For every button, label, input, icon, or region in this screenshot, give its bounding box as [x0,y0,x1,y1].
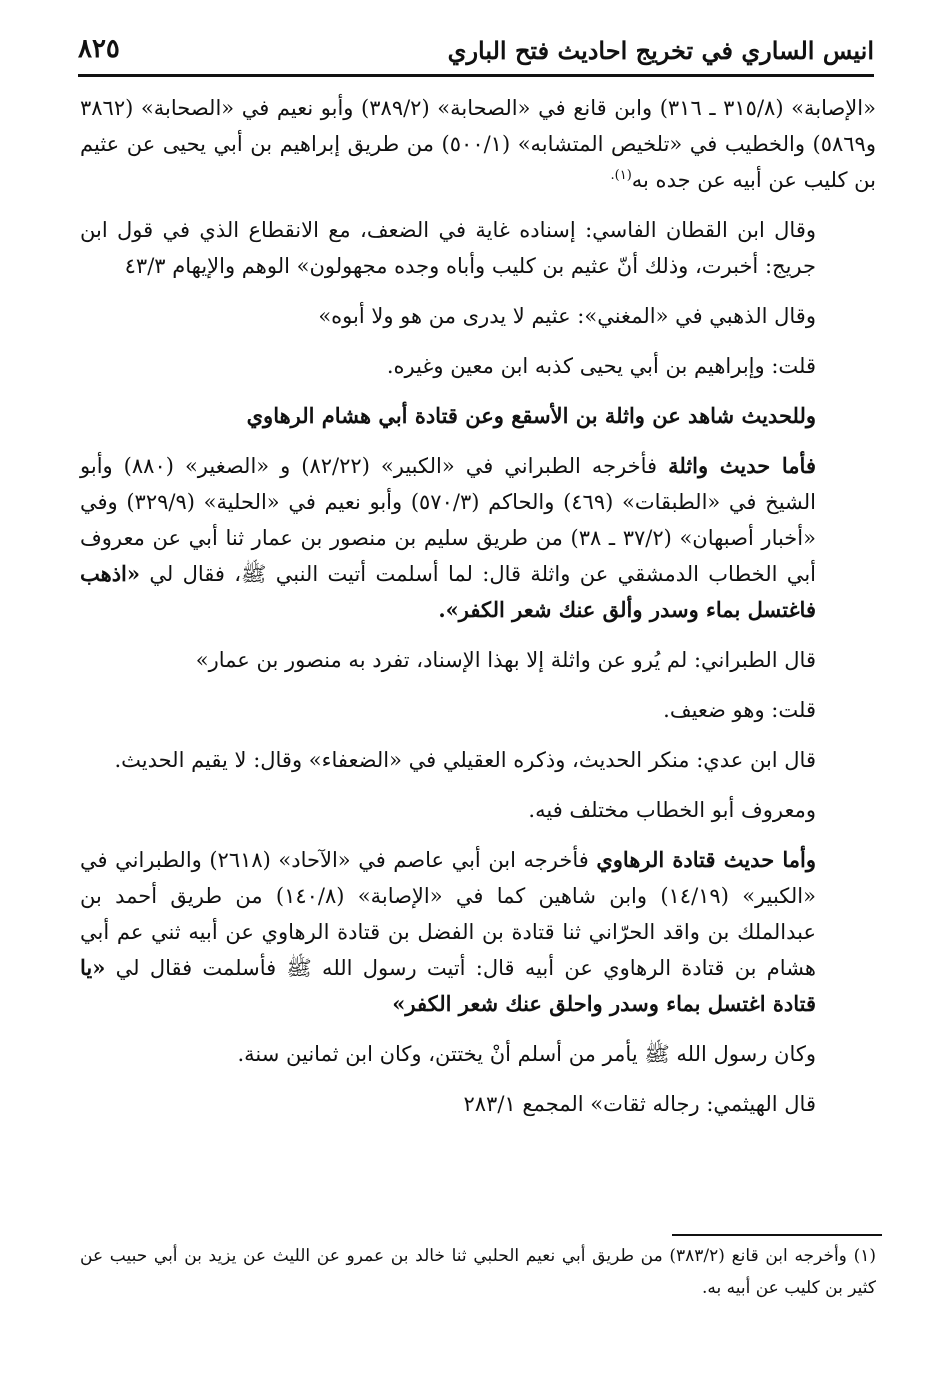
paragraph-text: «الإصابة» (٣١٥/٨ ـ ٣١٦) وابن قانع في «الصحابة» (٣٨٩/٢) وأبو نعيم في «الصحابة» (٣٨٦٢ و٥٨٦٩) والخطيب في «تلخيص المتشابه» (٥٠٠/١) من طريق إبراهيم بن أبي يحيى عن عثيم بن كليب عن أبيه عن جده به [80,96,876,192]
section-heading [80,398,876,434]
paragraph-note-weak [80,692,876,728]
heading-text: وللحديث شاهد عن واثلة بن الأسقع وعن قتادة أبي هشام الرهاوي [246,403,816,428]
paragraph-text: وقال الذهبي في «المغني»: عثيم لا يدرى من هو ولا أبوه» [318,304,816,328]
paragraph-text: وكان رسول الله ﷺ يأمر من أسلم أنْ يختتن، وكان ابن ثمانين سنة. [237,1042,816,1066]
header-rule [78,74,874,77]
paragraph-maruf [80,792,876,828]
paragraph-ibn-al-qattan [80,212,876,284]
footnote-separator [672,1234,882,1236]
running-header [78,30,874,74]
paragraph-dhahabi [80,298,876,334]
paragraph-circumcision [80,1036,876,1072]
paragraph-note-ibrahim [80,348,876,384]
header-title: انيس الساري في تخريج احاديث فتح الباري [447,36,874,65]
paragraph-text: ومعروف أبو الخطاب مختلف فيه. [528,798,816,822]
paragraph-ibn-adi [80,742,876,778]
paragraph-text: قال الطبراني: لم يُرو عن واثلة إلا بهذا الإسناد، تفرد به منصور بن عمار» [195,648,816,672]
paragraph-text: قال ابن عدي: منكر الحديث، وذكره العقيلي في «الضعفاء» وقال: لا يقيم الحديث. [114,748,816,772]
footnote-text: وأخرجه ابن قانع (٣٨٣/٢) من طريق أبي نعيم الحلبي ثنا خالد بن عمرو عن الليث عن يزيد بن أبي حبيب عن كثير بن كليب عن أبيه به. [80,1246,876,1298]
paragraph-sources [80,90,876,198]
footnote [80,1240,876,1304]
paragraph-haythami [80,1086,876,1122]
footnote-reference: (١). [610,168,632,183]
main-text [80,90,876,1136]
paragraph-text: قال الهيثمي: رجاله ثقات» المجمع ٢٨٣/١ [463,1092,816,1116]
paragraph-text: قلت: وهو ضعيف. [663,698,816,722]
paragraph-qatada [80,842,876,1022]
hadith-quote: «اذهب فاغتسل بماء وسدر وألق عنك شعر الكفر». [80,561,816,622]
paragraph-lead: وأما حديث قتادة الرهاوي [596,847,816,872]
page-number: ٨٢٥ [78,34,120,64]
paragraph-text: قلت: وإبراهيم بن أبي يحيى كذبه ابن معين وغيره. [386,354,816,378]
paragraph-text: وقال ابن القطان الفاسي: إسناده غاية في الضعف، مع الانقطاع الذي في قول ابن جريج: أخبرت، وذلك أنّ عثيم بن كليب وأباه وجده مجهولون» الوهم والإيهام ٤٣/٣ [80,218,816,278]
paragraph-lead: فأما حديث واثلة [668,453,816,478]
hadith-quote: «يا قتادة اغتسل بماء وسدر واحلق عنك شعر الكفر» [80,955,816,1016]
footnote-marker: (١) [853,1246,876,1266]
paragraph-text: فأخرجه ابن أبي عاصم في «الآحاد» (٢٦١٨) والطبراني في «الكبير» (١٤/١٩) وابن شاهين كما في «الإصابة» (١٤٠/٨) من طريق أحمد بن عبدالملك بن واقد الحرّاني ثنا قتادة بن الفضل بن قتادة الرهاوي عن أبيه ثني عم أبي هشام بن قتادة الرهاوي عن أبيه قال: أتيت رسول الله ﷺ فأسلمت فقال لي [80,848,816,980]
paragraph-text: فأخرجه الطبراني في «الكبير» (٨٢/٢٢) و «الصغير» (٨٨٠) وأبو الشيخ في «الطبقات» (٤٦٩) والحاكم (٥٧٠/٣) وأبو نعيم في «الحلية» (٣٢٩/٩) وفي «أخبار أصبهان» (٣٧/٢ ـ ٣٨) من طريق سليم بن منصور بن عمار ثنا أبي عن معروف أبي الخطاب الدمشقي عن واثلة قال: لما أسلمت أتيت النبي ﷺ، فقال لي [80,454,816,586]
paragraph-tabarani [80,642,876,678]
paragraph-wathila [80,448,876,628]
